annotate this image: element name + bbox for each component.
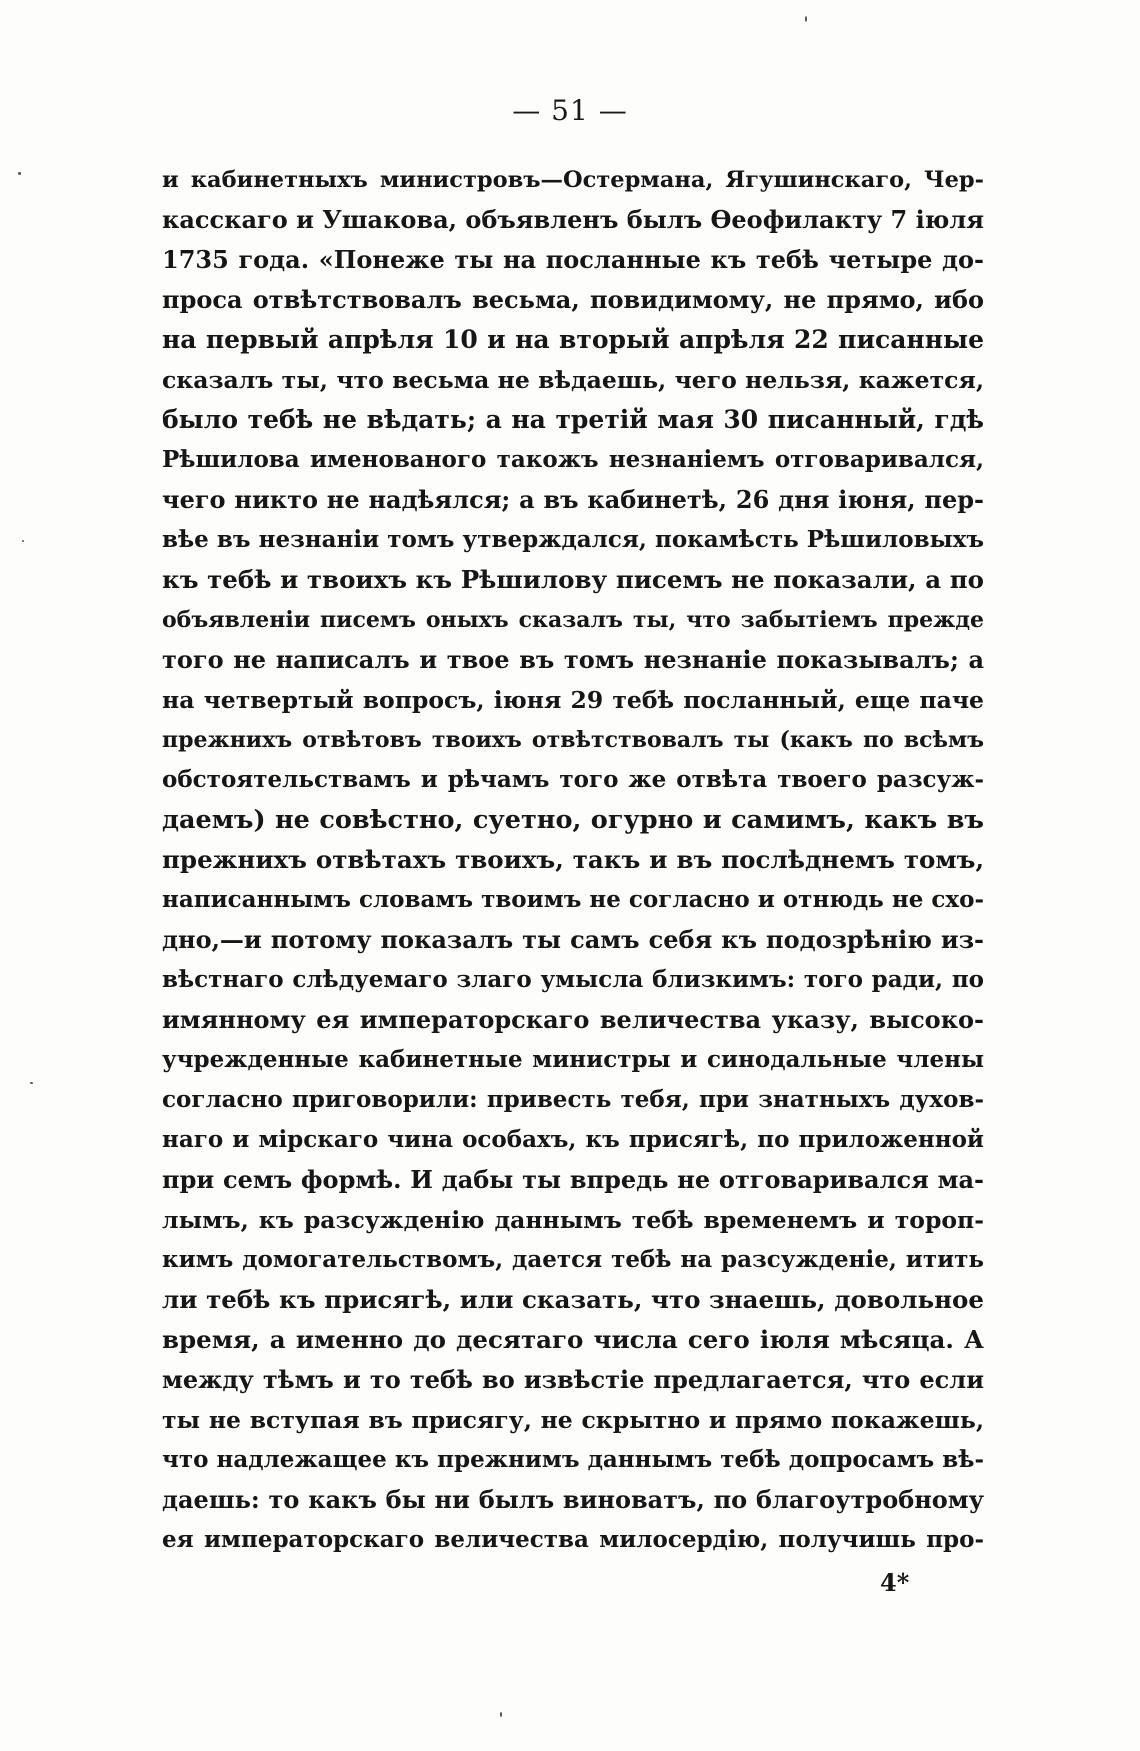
text-line: что надлежащее къ прежнимъ даннымъ тебѣ допросамъ вѣ- (162, 1446, 984, 1473)
text-line: того не написалъ и твое въ томъ незнаніе показывалъ; а (162, 645, 984, 674)
signature-mark: 4* (880, 1568, 910, 1597)
text-line: касскаго и Ушакова, объявленъ былъ Ѳеофилакту 7 іюля (162, 205, 984, 234)
body-text (162, 160, 984, 1560)
text-line: согласно приговорили: привесть тебя, при знатныхъ духов- (162, 1086, 984, 1113)
text-line: прежнихъ отвѣтахъ твоихъ, такъ и въ послѣднемъ томъ, (162, 845, 984, 874)
text-line: 1735 года. «Понеже ты на посланные къ тебѣ четыре до- (162, 245, 984, 274)
text-line: чего никто не надѣялся; а въ кабинетѣ, 26 дня іюня, пер- (162, 485, 984, 514)
text-line: проса отвѣтствовалъ весьма, повидимому, не прямо, ибо (162, 285, 984, 314)
text-line: ты не вступая въ присягу, не скрытно и прямо покажешь, (162, 1406, 984, 1434)
text-line: даешь: то какъ бы ни былъ виноватъ, по благоутробному (162, 1485, 984, 1514)
text-line: при семъ формѣ. И дабы ты впредь не отговаривался ма- (162, 1165, 984, 1194)
print-speck (22, 540, 24, 542)
text-line: на первый апрѣля 10 и на вторый апрѣля 22 писанные (162, 325, 984, 354)
print-speck (30, 1082, 33, 1084)
text-line: время, а именно до десятаго числа сего іюля мѣсяца. А (162, 1325, 984, 1354)
print-speck (18, 172, 21, 175)
text-line: объявленіи писемъ оныхъ сказалъ ты, что забытіемъ прежде (162, 607, 984, 633)
text-line: лымъ, къ разсужденію даннымъ тебѣ временемъ и тороп- (162, 1206, 984, 1234)
text-line: имянному ея императорскаго величества указу, высоко- (162, 1005, 984, 1034)
text-line: къ тебѣ и твоихъ къ Рѣшилову писемъ не показали, а по (162, 565, 984, 594)
text-line: ея императорскаго величества милосердію, получишь про- (162, 1526, 984, 1553)
text-line: вѣе въ незнаніи томъ утверждался, покамѣсть Рѣшиловыхъ (162, 526, 984, 553)
text-line: сказалъ ты, что весьма не вѣдаешь, чего нельзя, кажется, (162, 366, 984, 394)
text-line: вѣстнаго слѣдуемаго злаго умысла близкимъ: того ради, по (162, 966, 984, 993)
page-number: — 51 — (512, 94, 628, 127)
text-line: кимъ домогательствомъ, дается тебѣ на разсужденіе, итить (162, 1246, 984, 1273)
text-line: наго и мірскаго чина особахъ, къ присягѣ, по приложенной (162, 1126, 984, 1153)
print-speck (500, 1712, 502, 1717)
text-line: на четвертый вопросъ, іюня 29 тебѣ посланный, еще паче (162, 686, 984, 714)
text-line: обстоятельствамъ и рѣчамъ того же отвѣта твоего разсуж- (162, 766, 984, 793)
print-speck (805, 16, 807, 22)
text-line: прежнихъ отвѣтовъ твоихъ отвѣтствовалъ ты (какъ по всѣмъ (162, 727, 984, 753)
text-line: было тебѣ не вѣдать; а на третій мая 30 писанный, гдѣ (162, 405, 984, 434)
text-line: даемъ) не совѣстно, суетно, огурно и самимъ, какъ въ (162, 805, 984, 835)
text-line: ли тебѣ къ присягѣ, или сказать, что знаешь, довольное (162, 1285, 984, 1314)
text-line: дно,—и потому показалъ ты самъ себя къ подозрѣнію из- (162, 925, 984, 954)
text-line: учрежденные кабинетные министры и синодальные члены (162, 1046, 984, 1073)
text-line: между тѣмъ и то тебѣ во извѣстіе предлагается, что если (162, 1365, 984, 1394)
text-line: написаннымъ словамъ твоимъ не согласно и отнюдь не схо- (162, 886, 984, 913)
text-line: Рѣшилова именованого такожъ незнаніемъ отговаривался, (162, 446, 984, 473)
text-line: и кабинетныхъ министровъ—Остермана, Ягушинскаго, Чер- (162, 167, 984, 193)
